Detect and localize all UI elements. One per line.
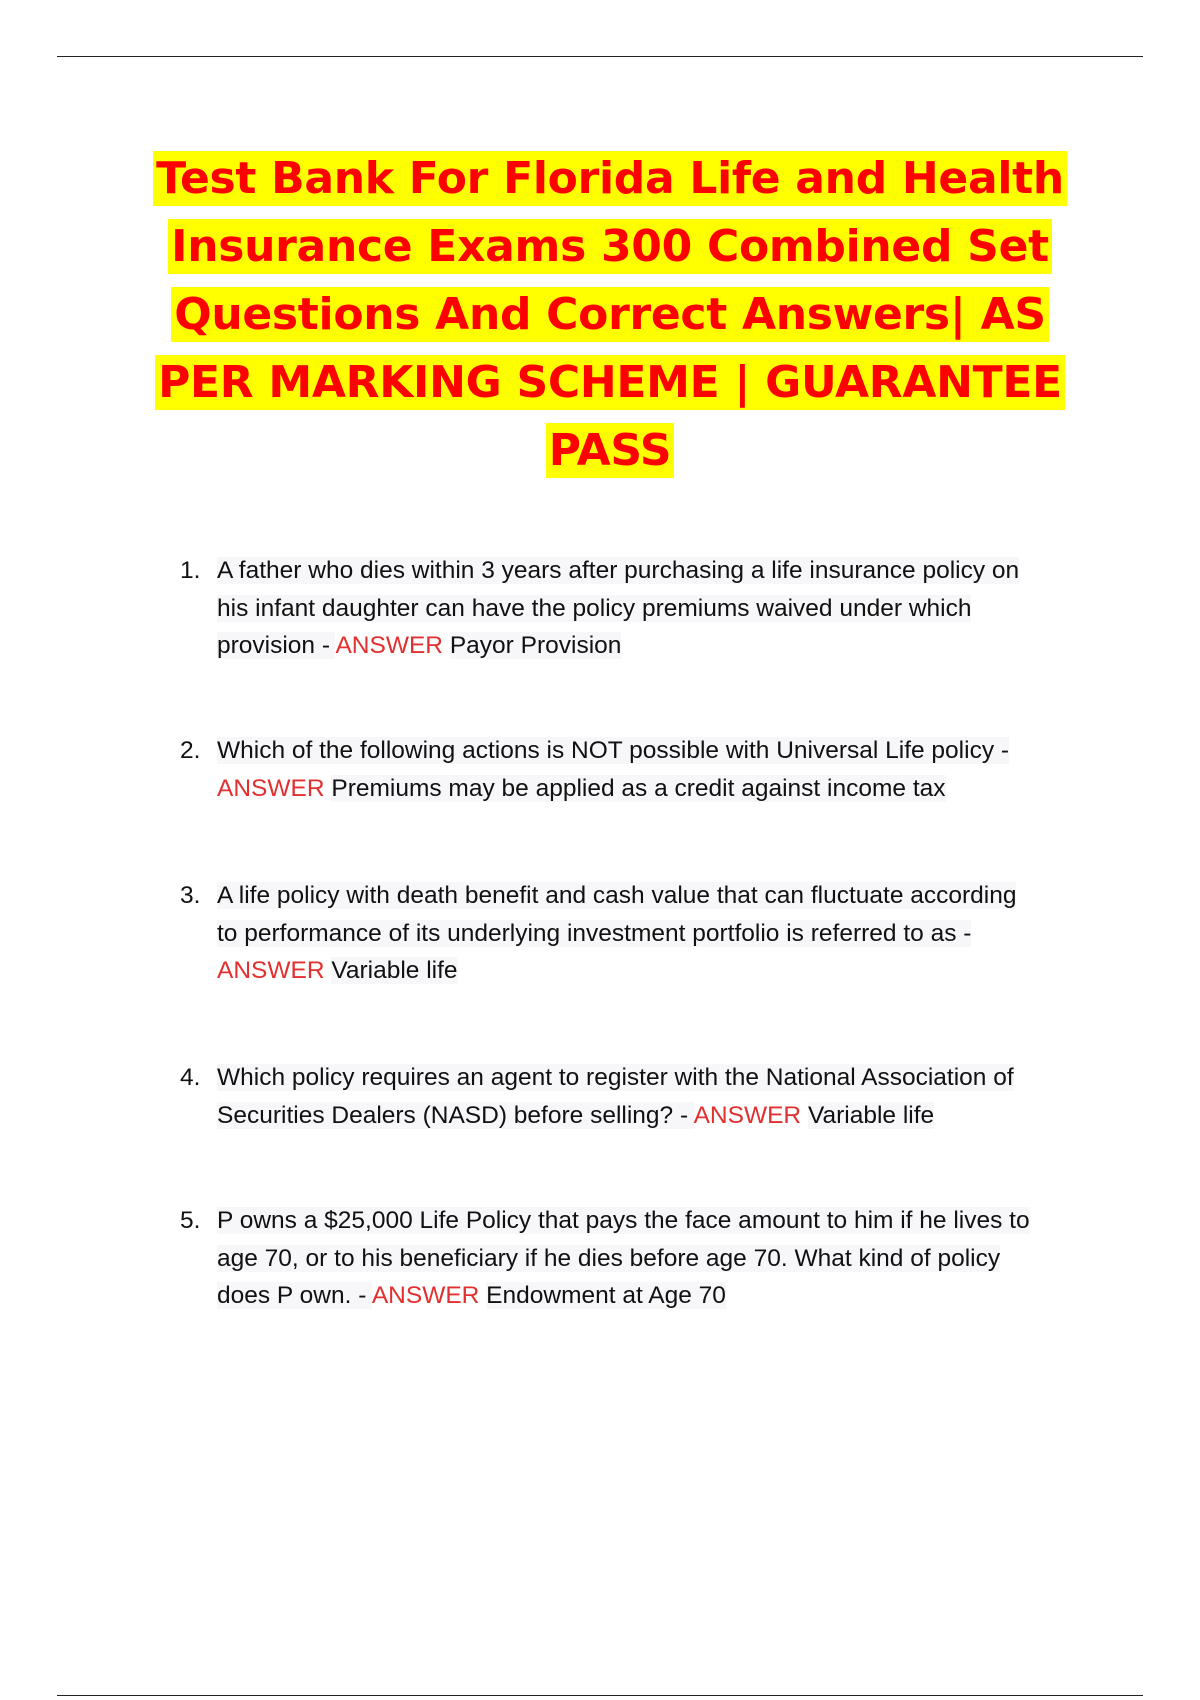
question-line: provision - — [217, 632, 336, 659]
question-line: does P own. - — [217, 1282, 372, 1309]
question-text — [217, 732, 1079, 807]
question-line: P owns a $25,000 Life Policy that pays the face amount to him if he lives to — [217, 1207, 1030, 1234]
question-number: 2. — [180, 737, 201, 764]
answer-text: Premiums may be applied as a credit against income tax — [331, 774, 946, 802]
answer-label: ANSWER — [693, 1101, 802, 1129]
bottom-rule — [57, 1695, 1143, 1696]
answer-text: Payor Provision — [449, 632, 622, 659]
answer-text: Endowment at Age 70 — [486, 1282, 726, 1309]
title-line: PASS — [140, 417, 1080, 485]
question-line: to performance of its underlying investment portfolio is referred to as - — [217, 919, 972, 947]
document-title — [140, 145, 1080, 485]
question-text — [217, 1059, 1079, 1134]
title-line: Insurance Exams 300 Combined Set — [140, 213, 1080, 281]
answer-label: ANSWER — [217, 774, 325, 802]
title-line: Questions And Correct Answers| AS — [140, 281, 1080, 349]
question-text — [217, 552, 1079, 665]
answer-label: ANSWER — [217, 957, 325, 984]
answer-text: Variable life — [807, 1101, 935, 1129]
question-text — [217, 877, 1079, 990]
title-line: PER MARKING SCHEME | GUARANTEE — [140, 349, 1080, 417]
question-number: 3. — [180, 882, 201, 909]
question-line: Securities Dealers (NASD) before selling? - — [217, 1101, 694, 1129]
answer-text: Variable life — [331, 957, 458, 984]
question-number: 1. — [180, 557, 201, 584]
question-line: Which policy requires an agent to register with the National Association of — [217, 1064, 1014, 1091]
question-text — [217, 1202, 1079, 1315]
question-number: 4. — [180, 1064, 201, 1091]
top-rule — [57, 56, 1143, 57]
question-line: his infant daughter can have the policy premiums waived under which — [217, 594, 972, 622]
question-line: A life policy with death benefit and cash value that can fluctuate according — [217, 882, 1017, 909]
answer-label: ANSWER — [335, 632, 444, 659]
question-line: A father who dies within 3 years after purchasing a life insurance policy on — [217, 557, 1020, 584]
question-line: Which of the following actions is NOT possible with Universal Life policy - — [217, 737, 1010, 764]
title-line: Test Bank For Florida Life and Health — [140, 145, 1080, 213]
answer-label: ANSWER — [371, 1282, 480, 1309]
question-number: 5. — [180, 1207, 201, 1234]
question-line: age 70, or to his beneficiary if he dies before age 70. What kind of policy — [217, 1244, 1001, 1272]
